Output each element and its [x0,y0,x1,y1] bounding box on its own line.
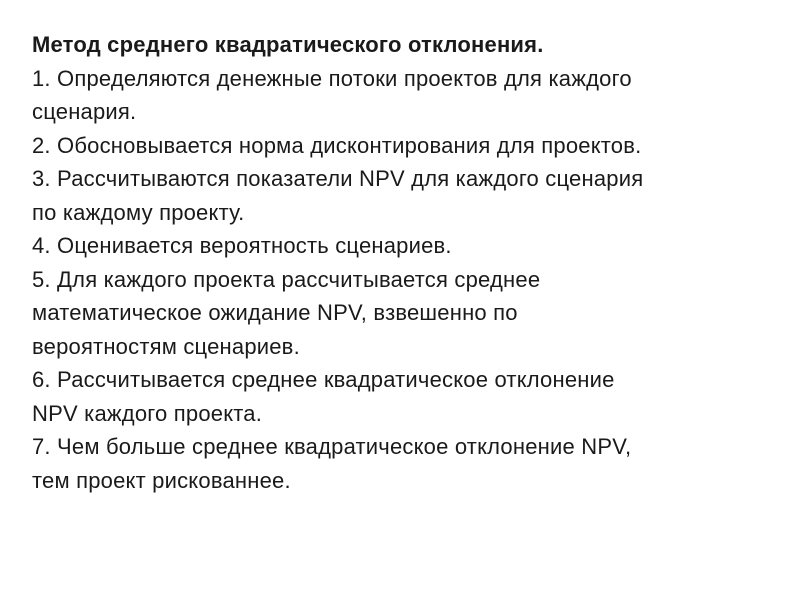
list-item-7 [32,430,792,497]
list-item-1-line-1: 1. Определяются денежные потоки проектов для каждого [32,65,632,91]
list-item-6-line-1: 6. Рассчитывается среднее квадратическое отклонение [32,367,615,392]
list-item-7-line-2: тем проект рискованнее. [32,467,291,493]
list-item-5-line-3: вероятностям сценариев. [32,333,300,359]
list-item-3 [32,162,792,229]
list-item-4-line-1: 4. Оценивается вероятность сценариев. [32,233,452,258]
list-item-6 [32,363,792,430]
list-item-2 [32,129,792,163]
slide-title: Метод среднего квадратического отклонения. [32,32,544,57]
slide-content [32,28,792,497]
list-item-4 [32,229,792,263]
list-item-7-line-1: 7. Чем больше среднее квадратическое отклонение NPV, [32,434,632,459]
list-item-2-line-1: 2. Обосновывается норма дисконтирования для проектов. [32,132,642,158]
list-item-1 [32,62,792,129]
list-item-1-line-2: сценария. [32,99,137,124]
list-item-5 [32,263,792,364]
list-item-6-line-2: NPV каждого проекта. [32,400,263,426]
list-item-5-line-2: математическое ожидание NPV, взвешенно по [32,300,518,325]
list-item-5-line-1: 5. Для каждого проекта рассчитывается среднее [32,266,541,292]
list-item-3-line-1: 3. Рассчитываются показатели NPV для каждого сценария [32,166,644,191]
list-item-3-line-2: по каждому проекту. [32,199,245,225]
